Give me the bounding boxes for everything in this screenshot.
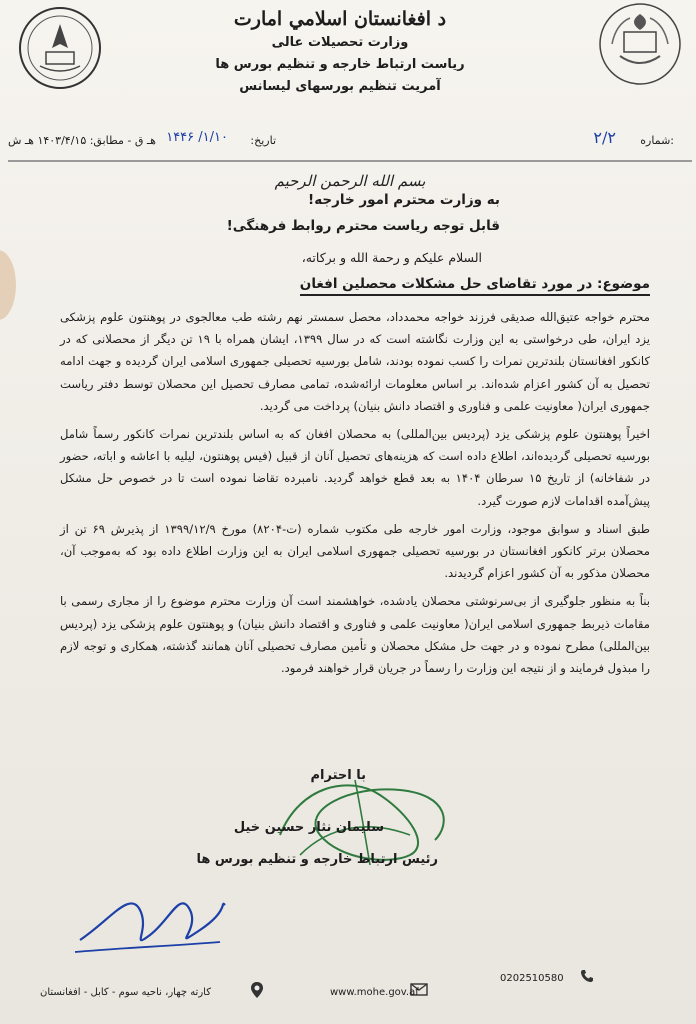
emirate-emblem-icon (590, 0, 690, 88)
letter-meta (0, 128, 696, 162)
location-pin-icon (250, 981, 264, 999)
subject-line: موضوع: در مورد تقاضای حل مشکلات محصلین افغان (300, 276, 650, 296)
emirate-title: د افغانستان اسلامي امارت (233, 8, 447, 30)
footer-address: کارته چهار، ناحیه سوم - کابل - افغانستان (40, 987, 211, 998)
blue-initials-icon (70, 880, 230, 960)
body-paragraph: بناً به منظور جلوگیری از بی‌سرنوشتی محصلان یادشده، خواهشمند است آن وزارت محترم موضوع را از مجاری رسمی با مقامات ذیربط جمهوری اسلامی ایران( معاونیت علمی و فناوری و اقتصاد دانش بنیان) و پوهنتون علوم پزشکی یزد (پردیس بین‌المللی) مطرح نموده و در جهت حل مشکل محصلان و تأمین مصارف تحصیلی آنان همانند گذشته، همکاری و توجه لازم را مبذول فرمایند و از نتیجه این وزارت را رسماً در جریان قرار خواهند فرمود. (60, 594, 650, 676)
signer-title: رئیس ارتباط خارجه و تنظیم بورس ها (196, 852, 438, 867)
ministry-title: وزارت تحصیلات عالی (271, 35, 409, 50)
footer-website: www.mohe.gov.af (330, 987, 419, 998)
closing: با احترام (310, 768, 366, 783)
phone-icon (580, 969, 594, 983)
office-title: آمریت تنظیم بورسهای لیسانس (239, 79, 441, 94)
body-paragraph: طبق اسناد و سوابق موجود، وزارت امور خارجه طی مکتوب شماره (ت-۸۲۰۴) مورخ ۱۳۹۹/۱۲/۹ از پذیرش ۶۹ تن از محصلان برتر کانکور افغانستان در بورسیه تحصیلی جمهوری اسلامی ایران به این وزارت اطلاع داده بود که به‌موجب آن، محصلان مذکور به آن کشور اعزام گردیدند. (60, 521, 650, 581)
signer-name: سلیمان نثار حسین خیل (233, 820, 384, 835)
directorate-title: ریاست ارتباط خارجه و تنظیم بورس ها (215, 57, 465, 72)
attention-line: قابل توجه ریاست محترم روابط فرهنگی! (226, 218, 500, 234)
date-label: تاریخ: (250, 134, 276, 147)
footer (0, 965, 696, 1015)
basmala: بسم الله الرحمن الرحیم (274, 172, 426, 190)
finger-shadow (0, 250, 16, 320)
footer-phone: 0202510580 (500, 973, 564, 984)
date-value: ۱/۱۰/ ۱۴۴۶ (166, 130, 228, 145)
body-paragraph: اخیراً پوهنتون علوم پزشکی یزد (پردیس بین‌المللی) به محصلان افغان که به اساس بلندترین نمرات کانکور رسماً شامل بورسیه تحصیلی گردیده‌اند، اطلاع داده است که هزینه‌های تحصیل آنان از قبیل (فیس پوهنتون، لیلیه با اعاشه و اباته، حضور در شفاخانه) از تاریخ ۱۵ سرطان ۱۴۰۴ به بعد قطع خواهد گردید. نامبرده تقاضا نموده است تا در خصوص حل مشکل پیش‌آمده اقدامات لازم صورت گیرد. (60, 427, 650, 508)
dual-date: هـ ق - مطابق: ۱۴۰۳/۴/۱۵ هـ ش (8, 134, 156, 147)
number-label: :شماره (640, 134, 674, 147)
body-paragraph: محترم خواجه عتیق‌الله صدیقی فرزند خواجه محمدداد، محصل سمستر نهم رشته طب معالجوی در پوهنتون علوم پزشکی یزد ایران، طی درخواستی به این وزارت نگاشته است که در سال ۱۳۹۹، ایشان همراه با ۱۹ تن دیگر از محصلانی که در کانکور افغانستان بلندترین نمرات را کسب نموده بودند، شامل بورسیه تحصیلی جمهوری اسلامی ایران گردیده و جهت ادامه تحصیل به آن کشور اعزام شده‌اند. بر اساس معلومات ارائه‌شده، تمامی مصارف تحصیل این محصلان توسط دفتر ریاست جمهوری ایران( معاونیت علمی و فناوری و اقتصاد دانش بنیان) پرداخت می گردید. (60, 310, 650, 413)
number-value: ۲/۲ (593, 128, 616, 147)
recipient-line: به وزارت محترم امور خارجه! (308, 192, 500, 208)
letter-body (60, 306, 650, 685)
greeting: السلام علیکم و رحمة الله و برکاته، (301, 250, 482, 265)
letterhead (150, 6, 530, 98)
header-divider (8, 160, 692, 162)
university-seal-icon (10, 4, 110, 92)
